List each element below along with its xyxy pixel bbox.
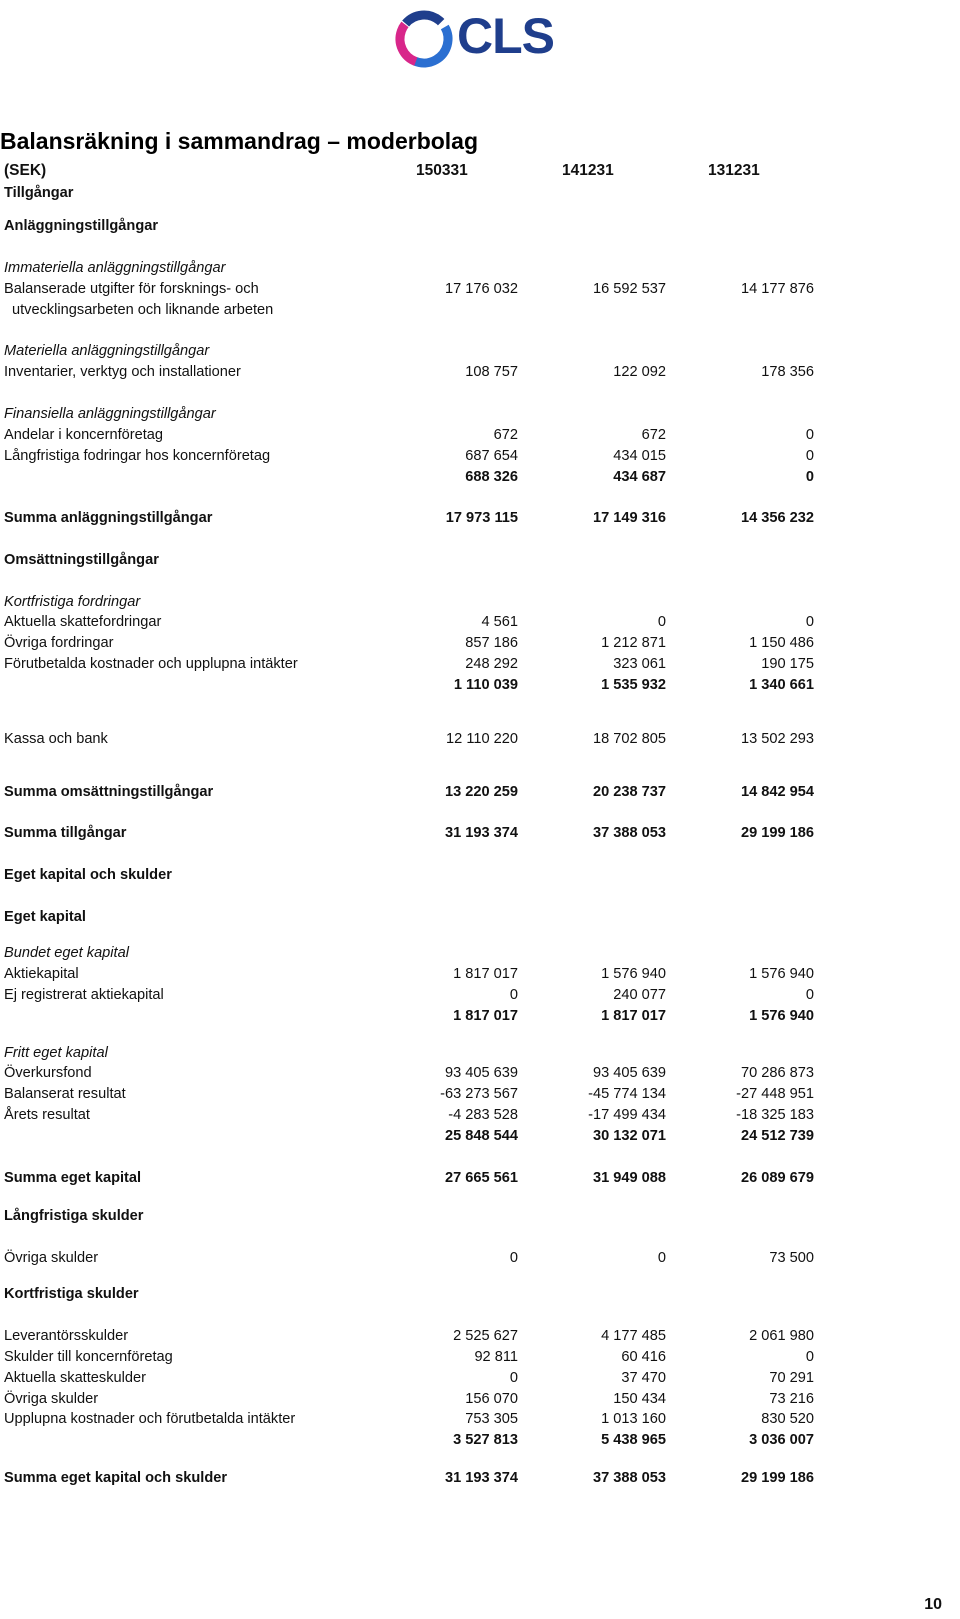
row-value-col0: 108 757	[465, 364, 518, 380]
row-value-col0: 17 973 115	[445, 510, 518, 526]
row-label: Summa omsättningstillgångar	[4, 784, 214, 800]
row-value-col2: 178 356	[761, 364, 814, 380]
logo-mark-icon	[391, 6, 457, 72]
table-row	[0, 1248, 830, 1268]
table-row	[0, 1326, 830, 1346]
row-value-col0: 687 654	[465, 448, 518, 464]
row-label: Långfristiga skulder	[4, 1208, 144, 1224]
table-row	[0, 1043, 830, 1063]
row-label: Summa eget kapital och skulder	[4, 1470, 228, 1486]
row-value-col0: 31 193 374	[444, 1470, 518, 1486]
row-value-col1: 1 212 871	[601, 635, 666, 651]
table-row	[0, 865, 830, 885]
cls-logo	[391, 6, 566, 72]
row-value-col2: 70 286 873	[740, 1065, 814, 1081]
row-value-col2: 0	[805, 448, 814, 464]
table-row	[0, 675, 830, 695]
table-row	[0, 1105, 830, 1125]
row-value-col0: 4 561	[481, 614, 518, 630]
row-label: Summa eget kapital	[4, 1170, 142, 1186]
row-label: Ej registrerat aktiekapital	[4, 987, 164, 1003]
row-label: Andelar i koncernföretag	[4, 427, 164, 443]
row-value-col0: 2 525 627	[453, 1328, 518, 1344]
row-value-col1: -45 774 134	[588, 1086, 666, 1102]
table-row	[0, 907, 830, 927]
table-row	[0, 216, 830, 236]
row-value-col2: 73 216	[769, 1391, 814, 1407]
row-value-col2: 73 500	[769, 1250, 814, 1266]
column-header-131231: 131231	[708, 162, 760, 179]
row-label: Bundet eget kapital	[4, 945, 129, 961]
table-row	[0, 654, 830, 674]
row-value-col2: 13 502 293	[740, 731, 814, 747]
row-label: Förutbetalda kostnader och upplupna intäkter	[4, 656, 298, 672]
logo-text: CLS	[457, 8, 554, 64]
table-row	[0, 1006, 830, 1026]
row-label: Aktuella skattefordringar	[4, 614, 162, 630]
row-label: Skulder till koncernföretag	[4, 1349, 173, 1365]
page-title: Balansräkning i sammandrag – moderbolag	[0, 128, 479, 154]
row-value-col1: 20 238 737	[592, 784, 666, 800]
row-label: Långfristiga fodringar hos koncernföretag	[4, 448, 271, 464]
row-value-col1: 18 702 805	[592, 731, 666, 747]
row-value-col2: 29 199 186	[740, 1470, 814, 1486]
column-header-row	[0, 161, 830, 181]
row-value-col2: 2 061 980	[749, 1328, 814, 1344]
row-value-col0: 248 292	[465, 656, 518, 672]
table-row	[0, 1409, 830, 1429]
table-row	[0, 550, 830, 570]
row-label: Leverantörsskulder	[4, 1328, 129, 1344]
table-row	[0, 1126, 830, 1146]
row-value-col1: 60 416	[621, 1349, 666, 1365]
row-label: Materiella anläggningstillgångar	[4, 343, 210, 359]
table-row	[0, 279, 830, 299]
row-value-col1: 1 817 017	[601, 1008, 666, 1024]
row-value-col2: 70 291	[769, 1370, 814, 1386]
table-row	[0, 1084, 830, 1104]
row-value-col0: 25 848 544	[444, 1128, 518, 1144]
currency-label: (SEK)	[4, 162, 47, 179]
row-value-col1: 30 132 071	[592, 1128, 666, 1144]
row-value-col2: 1 576 940	[749, 966, 814, 982]
table-row	[0, 341, 830, 361]
table-row	[0, 300, 830, 320]
row-value-col1: 1 013 160	[601, 1411, 666, 1427]
row-value-col1: 240 077	[613, 987, 666, 1003]
row-value-col2: 0	[805, 469, 814, 485]
row-label: Tillgångar	[4, 185, 74, 201]
row-value-col0: 92 811	[474, 1349, 518, 1365]
row-value-col2: -18 325 183	[736, 1107, 814, 1123]
row-value-col0: 753 305	[465, 1411, 518, 1427]
row-label: Balanserade utgifter för forsknings- och	[4, 281, 259, 297]
row-value-col2: 14 842 954	[740, 784, 814, 800]
row-value-col2: 0	[805, 614, 814, 630]
row-value-col1: 16 592 537	[592, 281, 666, 297]
row-value-col1: 93 405 639	[592, 1065, 666, 1081]
row-label: Summa tillgångar	[4, 825, 127, 841]
row-value-col1: 5 438 965	[601, 1432, 666, 1448]
table-row	[0, 1284, 830, 1304]
table-row	[0, 362, 830, 382]
row-value-col0: 1 817 017	[453, 1008, 518, 1024]
row-value-col0: -63 273 567	[440, 1086, 518, 1102]
row-value-col2: 830 520	[761, 1411, 814, 1427]
table-row	[0, 1063, 830, 1083]
row-value-col1: 37 388 053	[592, 825, 666, 841]
row-label: Årets resultat	[4, 1107, 90, 1123]
table-row	[0, 1468, 830, 1488]
row-value-col1: 1 535 932	[601, 677, 666, 693]
row-value-col0: 1 110 039	[453, 677, 518, 693]
row-value-col2: 26 089 679	[740, 1170, 814, 1186]
row-label: Överkursfond	[4, 1065, 92, 1081]
row-value-col1: 0	[657, 1250, 666, 1266]
table-row	[0, 425, 830, 445]
table-row	[0, 1168, 830, 1188]
row-label: Övriga skulder	[4, 1250, 99, 1266]
row-value-col2: 29 199 186	[740, 825, 814, 841]
row-value-col1: 323 061	[613, 656, 666, 672]
row-label: Kortfristiga skulder	[4, 1286, 139, 1302]
row-label: Aktuella skatteskulder	[4, 1370, 146, 1386]
table-row	[0, 1389, 830, 1409]
row-value-col2: 0	[805, 987, 814, 1003]
row-value-col0: 12 110 220	[446, 731, 518, 747]
row-label: Anläggningstillgångar	[4, 218, 159, 234]
row-value-col0: 688 326	[465, 469, 518, 485]
row-value-col0: 0	[509, 987, 518, 1003]
row-value-col0: 1 817 017	[453, 966, 518, 982]
row-value-col1: 434 687	[613, 469, 666, 485]
table-row	[0, 446, 830, 466]
row-value-col0: -4 283 528	[448, 1107, 518, 1123]
row-value-col1: 37 470	[621, 1370, 666, 1386]
row-label: Summa anläggningstillgångar	[4, 510, 213, 526]
row-value-col0: 93 405 639	[444, 1065, 518, 1081]
table-row	[0, 1368, 830, 1388]
row-value-col1: 0	[657, 614, 666, 630]
row-value-col2: 1 150 486	[749, 635, 814, 651]
row-value-col2: 14 356 232	[740, 510, 814, 526]
row-label: utvecklingsarbeten och liknande arbeten	[12, 302, 274, 318]
row-label: Kassa och bank	[4, 731, 108, 747]
row-label: Kortfristiga fordringar	[4, 594, 141, 610]
row-value-col0: 31 193 374	[444, 825, 518, 841]
table-row	[0, 1206, 830, 1226]
table-row	[0, 508, 830, 528]
row-value-col0: 27 665 561	[444, 1170, 518, 1186]
row-value-col0: 17 176 032	[444, 281, 518, 297]
table-row	[0, 404, 830, 424]
row-value-col1: 672	[641, 427, 666, 443]
row-value-col2: 24 512 739	[740, 1128, 814, 1144]
row-label: Eget kapital	[4, 909, 86, 925]
table-row	[0, 1347, 830, 1367]
row-label: Balanserat resultat	[4, 1086, 126, 1102]
row-value-col0: 0	[509, 1250, 518, 1266]
table-row	[0, 943, 830, 963]
row-label: Eget kapital och skulder	[4, 867, 172, 883]
row-value-col2: 1 340 661	[749, 677, 814, 693]
row-value-col0: 3 527 813	[453, 1432, 518, 1448]
table-row	[0, 1430, 830, 1450]
row-value-col1: -17 499 434	[588, 1107, 666, 1123]
row-value-col2: 0	[805, 427, 814, 443]
column-header-150331: 150331	[416, 162, 468, 179]
table-row	[0, 633, 830, 653]
table-row	[0, 782, 830, 802]
row-value-col0: 857 186	[465, 635, 518, 651]
row-value-col1: 4 177 485	[601, 1328, 666, 1344]
row-value-col1: 31 949 088	[592, 1170, 666, 1186]
row-label: Aktiekapital	[4, 966, 79, 982]
row-label: Inventarier, verktyg och installationer	[4, 364, 241, 380]
row-label: Fritt eget kapital	[4, 1045, 108, 1061]
row-value-col0: 156 070	[465, 1391, 518, 1407]
row-value-col0: 13 220 259	[444, 784, 518, 800]
row-value-col1: 1 576 940	[601, 966, 666, 982]
row-label: Övriga skulder	[4, 1391, 99, 1407]
row-value-col2: 0	[805, 1349, 814, 1365]
table-row	[0, 258, 830, 278]
row-value-col0: 0	[509, 1370, 518, 1386]
column-header-141231: 141231	[562, 162, 614, 179]
row-value-col1: 37 388 053	[592, 1470, 666, 1486]
table-row	[0, 985, 830, 1005]
page-number: 10	[924, 1596, 942, 1613]
row-value-col0: 672	[493, 427, 518, 443]
table-row	[0, 823, 830, 843]
table-row	[0, 964, 830, 984]
row-value-col1: 122 092	[613, 364, 666, 380]
row-label: Upplupna kostnader och förutbetalda intäkter	[4, 1411, 296, 1427]
row-value-col2: 190 175	[761, 656, 814, 672]
row-value-col2: 3 036 007	[749, 1432, 814, 1448]
table-row	[0, 467, 830, 487]
table-row	[0, 592, 830, 612]
row-value-col1: 434 015	[613, 448, 666, 464]
table-row	[0, 729, 830, 749]
row-value-col2: 1 576 940	[749, 1008, 814, 1024]
row-label: Omsättningstillgångar	[4, 552, 159, 568]
row-label: Immateriella anläggningstillgångar	[4, 260, 226, 276]
table-row	[0, 183, 830, 203]
row-value-col2: -27 448 951	[736, 1086, 814, 1102]
row-value-col1: 150 434	[613, 1391, 666, 1407]
row-value-col2: 14 177 876	[740, 281, 814, 297]
table-row	[0, 612, 830, 632]
row-label: Övriga fordringar	[4, 635, 114, 651]
row-value-col1: 17 149 316	[592, 510, 666, 526]
row-label: Finansiella anläggningstillgångar	[4, 406, 216, 422]
